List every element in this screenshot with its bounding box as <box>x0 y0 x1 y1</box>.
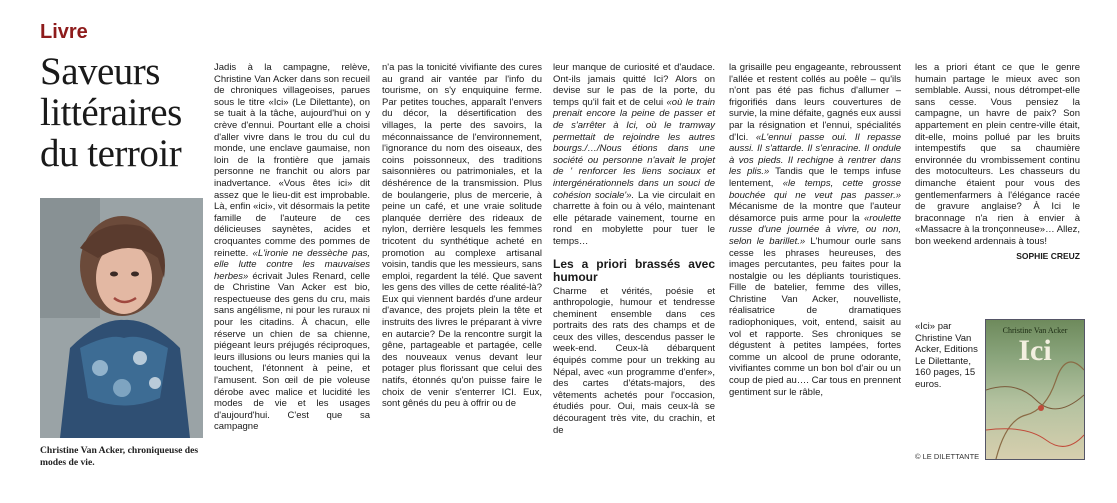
article-text <box>214 62 370 433</box>
body-text: leur manque de curiosité et d'audace. Ont-ils jamais quitté Ici? Alors on devise sur le pas de la porte, du temps qu'il fait et de celui <box>553 62 715 108</box>
body-text: la grisaille peu engageante, rebroussent l'allée et restent collés au poêle – qu'ils n'ont pas été pas fichus d'allumer – frigorifiés dans leurs couvertures de survie, la mine défaite, gagnés eux aussi par la résignation et l'ennui, spécialités d'Ici. <box>729 62 901 143</box>
body-text: les a priori étant ce que le genre humain partage le mieux avec son semblable. Aussi, nous détrompet-elle sans cesse. Vous pensiez la campagne, un havre de paix? Son appartement en plein centre-ville était, dit-elle, moins pollué par les bruits intempestifs que sa chaumière environnée du vrombissement continu des motoculteurs. Les chasseurs du dimanche étaient pour vous des gentlemenfarmers à l'élégance racée de gravure anglaise? À Ici le braconnage n'a rien à envier à «Massacre à la tronçonneuse»… Allez, bon weekend ardennais à tous! <box>915 62 1080 247</box>
article-column-3 <box>553 62 715 436</box>
article-text <box>729 62 901 398</box>
article-column-5 <box>915 62 1080 262</box>
book-cover <box>985 319 1085 460</box>
image-credit: © LE DILETTANTE <box>915 452 980 461</box>
cover-author: Christine Van Acker <box>1002 326 1068 335</box>
body-text: n'a pas la tonicité vivifiante des cures au grand air vantée par l'info du tourisme, on s'y enquiquine ferme. Par petites touches, apparaît l'envers du décor, la désertification des villages, la perte des savoirs, la méconnaissance de l'environnement, l'ignorance du nom des oiseaux, des coins poissonneux, des traditions saisonnières ou patrimoniales, et la déshérence de la transmission. Plus de boulangerie, plus de mercerie, à peine un café, et une vraie solitude planquée derrière des rideaux de nylon, derrière lesquels les femmes tricotent du synthétique acheté en promotion au complexe artisanal voisin, tandis que les messieurs, sans emploi, regardent la télé. Que savent les gens des villes de cette réalité-là? Eux qui viennent bardés d'une ardeur d'avance, des projets plein la tête et instruits des livres le préparant à vivre en autarcie? De la rencontre surgit la gêne, partageable et partagée, celle des nouveaux venus devant leur potager plus florissant que celui des natifs, étonnés qu'on puisse faire le choix de venir s'enterrer ICI. Eux, sont gênés du peu à offrir ou de <box>382 62 542 410</box>
author-signature: SOPHIE CREUZ <box>1016 250 1080 261</box>
photo-caption: Christine Van Acker, chroniqueuse des modes de vie. <box>40 445 199 468</box>
portrait-illustration <box>40 198 203 438</box>
body-text: Mécanisme de la montre que l'auteur désamorce puis arme pour la <box>729 201 901 224</box>
article-text <box>553 62 715 248</box>
article-column-1 <box>214 62 370 433</box>
quote-text: «roulette russe d'une journée à vivre, ou non, selon le barillet.» <box>729 212 901 247</box>
body-text: écrivait Jules Renard, celle de Christine Van Acker est bio, respectueuse des gens du cru, mais sans angélisme, ni pour les ruraux ni pour les citadins. À chacun, elle réserve un chien de sa chienne, piégeant leurs préjugés réciproques, leurs illusions ou leurs manies qui la touchent, l'étonnent à peine, et l'amusent. Son œil de pie voleuse dérobe avec malice et lucidité les modes de vie et les usages d'aujourd'hui. C'est que sa campagne <box>214 270 370 433</box>
map-illustration <box>986 320 1084 459</box>
quote-text: «où le train prenait encore la peine de passer et de s'arrêter à Ici, où le tramway permettait de rejoindre les autres bourgs./…/Nous étions dans une société ou personne n'avait le projet de ' renforcer les liens sociaux et intergénérationnels dans un souci de cohésion sociale'». <box>553 96 715 201</box>
article-column-2 <box>382 62 542 410</box>
article-column-4 <box>729 62 901 398</box>
cover-title: Ici <box>1018 334 1052 367</box>
body-text: Tandis que le temps infuse lentement, <box>729 166 901 189</box>
body-text: Jadis à la campagne, relève, Christine Van Acker dans son recueil de chroniques villageoises, parues sous le titre «Ici» (Le Dilettante), on se tuait à la tâche, aujourd'hui on y crève d'ennui. Pourtant elle a choisi d'aller vivre dans le trou du cul du monde, une enclave gaumaise, non loin de la frontière que jamais personne ne franchit ou alors par inadvertance. «Vous êtes ici» dit assez que le lieu-dit est improbable. Là, enfin «ici», vit désormais la petite famille de l'auteure de ces délicieuses saynètes, acides et croquantes comme des pommes de reinette. <box>214 62 370 259</box>
quote-text: «L'ennui passe oui. Il repasse aussi. Il s'attarde. Il s'enracine. Il ondule à vos pieds. Il rechigne à rentrer dans les plis.» <box>729 131 901 178</box>
subheading: Les a priori brassés avec humour <box>553 256 715 284</box>
article-text <box>915 62 1080 248</box>
section-label: Livre <box>40 21 88 43</box>
article-text <box>382 62 542 410</box>
headline: Saveurs littéraires du terroir <box>40 50 182 175</box>
book-info: «Ici» par Christine Van Acker, Editions Le Dilettante, 160 pages, 15 euros. <box>915 321 978 390</box>
quote-text: «L'ironie ne dessèche pas, elle lutte contre les mauvaises herbes» <box>214 247 370 282</box>
quote-text: «le temps, cette grosse bouchée qui ne veut pas passer.» <box>729 177 902 201</box>
body-text: La vie circulait en charrette à foin ou à vélo, maintenant elle pétarade vainement, tourne en rond en mobylette pour tuer le temps… <box>553 189 715 247</box>
body-text: L'humour ourle sans cesse les phrases heureuses, des images percutantes, peu faites pour la nostalgie ou les dépliants touristiques. Fille de batelier, femme des villes, Christine Van Acker, nouvelliste, réalisatrice de dramatiques radiophoniques, voit, entend, saisit au vol et rapporte. Ses chroniques se dégustent à petites lampées, fortes comme un alcool de prune odorante, vivifiantes comme un bon bol d'air ou un coup de pied au…. Car tous en prennent gentiment sur le râble, <box>729 235 902 398</box>
author-photo <box>40 198 203 438</box>
article-column-3-continued: Charme et vérités, poésie et anthropologie, humour et tendresse cheminent ensemble dans ces portraits des rats des champs et de ceux des villes, descendus passer le week-end. Ceux-là débarquent équipés comme pour un trekking au Népal, avec «un programme d'enfer», des cartes d'états-majors, des vêtements achetés pour l'occasion, étudiés pour. Oui, mais ceux-là se découragent très vite, du crachin, et de <box>553 285 715 436</box>
